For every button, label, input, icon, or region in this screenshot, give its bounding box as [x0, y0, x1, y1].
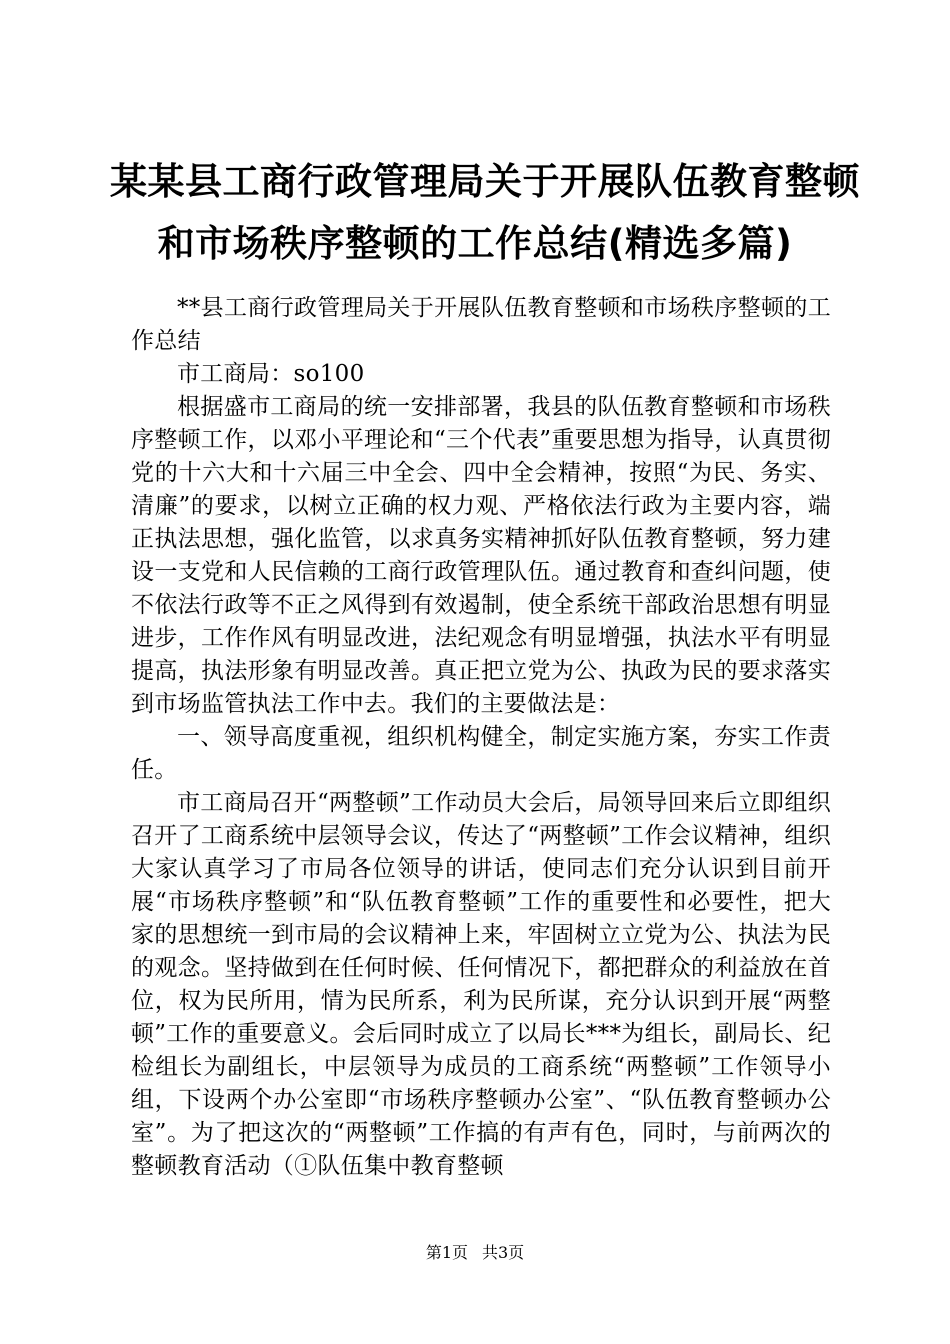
paragraph-addressee: 市工商局：so100	[177, 361, 365, 387]
page-number: 第1页	[425, 1243, 468, 1262]
document-body	[131, 292, 831, 1183]
paragraph-subtitle: **县工商行政管理局关于开展队伍教育整顿和市场秩序整顿的工作总结	[131, 295, 831, 354]
paragraph-section-1-heading: 一、领导高度重视，组织机构健全，制定实施方案，夯实工作责任。	[131, 724, 831, 783]
page-footer	[0, 1243, 950, 1263]
document-title-line-2: 和市场秩序整顿的工作总结(精选多篇)	[157, 222, 793, 265]
paragraph-section-1-body: 市工商局召开“两整顿”工作动员大会后，局领导回来后立即组织召开了工商系统中层领导会议，传达了“两整顿”工作会议精神，组织大家认真学习了市局各位领导的讲话，使同志们充分认识到目前开展“市场秩序整顿”和“队伍教育整顿”工作的重要性和必要性，把大家的思想统一到市局的会议精神上来，牢固树立立党为公、执法为民的观念。坚持做到在任何时候、任何情况下，都把群众的利益放在首位，权为民所用，情为民所系，利为民所谋，充分认识到开展“两整顿”工作的重要意义。会后同时成立了以局长***为组长，副局长、纪检组长为副组长，中层领导为成员的工商系统“两整顿”工作领导小组，下设两个办公室即“市场秩序整顿办公室”、“队伍教育整顿办公室”。为了把这次的“两整顿”工作搞的有声有色，同时，与前两次的整顿教育活动（①队伍集中教育整顿	[131, 790, 831, 1179]
page-total: 共3页	[482, 1243, 525, 1262]
paragraph-intro: 根据盛市工商局的统一安排部署，我县的队伍教育整顿和市场秩序整顿工作，以邓小平理论和“三个代表”重要思想为指导，认真贯彻党的十六大和十六届三中全会、四中全会精神，按照“为民、务实、清廉”的要求，以树立正确的权力观、严格依法行政为主要内容，端正执法思想，强化监管，以求真务实精神抓好队伍教育整顿，努力建设一支党和人民信赖的工商行政管理队伍。通过教育和查纠问题，使不依法行政等不正之风得到有效遏制，使全系统干部政治思想有明显进步，工作作风有明显改进，法纪观念有明显增强，执法水平有明显提高，执法形象有明显改善。真正把立党为公、执政为民的要求落实到市场监管执法工作中去。我们的主要做法是：	[131, 394, 831, 717]
document-title-line-1: 某某县工商行政管理局关于开展队伍教育整顿	[110, 160, 860, 203]
